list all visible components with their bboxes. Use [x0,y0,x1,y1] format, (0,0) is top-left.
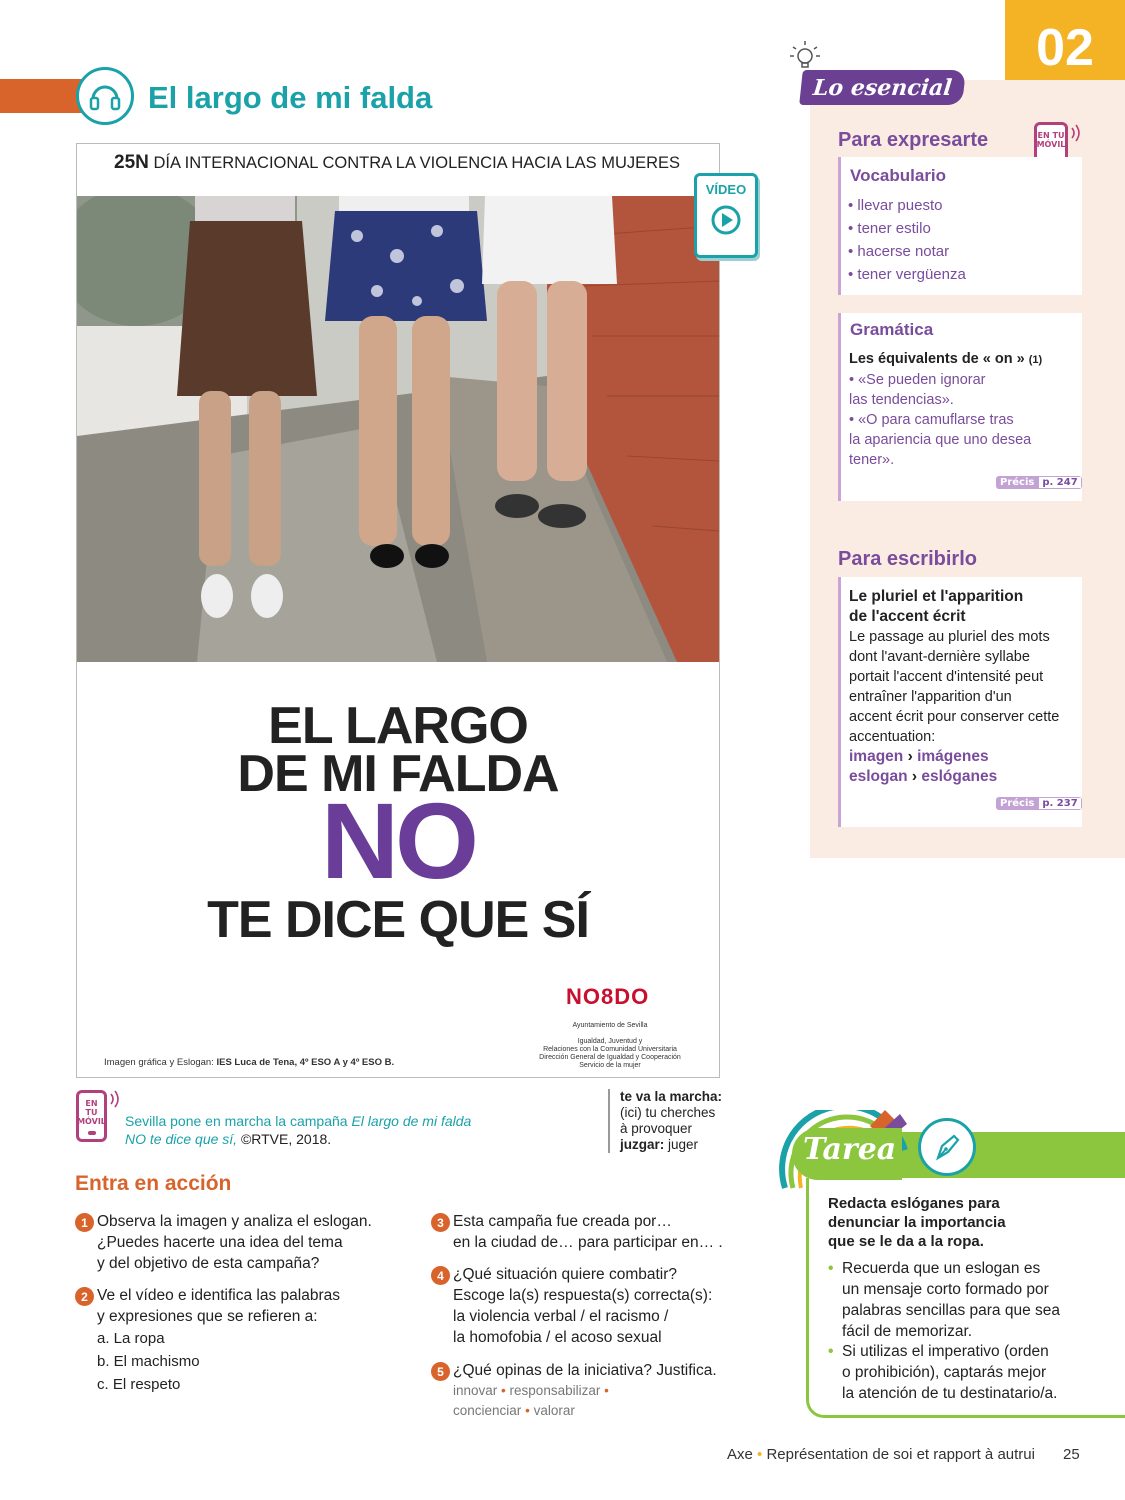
logo-dept-line: Servicio de la mujer [579,1062,641,1069]
tarea-intro [828,1194,1006,1251]
precis-link[interactable] [996,476,1082,489]
question-line: Ve el vídeo e identifica las palabras [97,1287,340,1304]
video-label: VÍDEO [705,182,747,197]
tarea-intro-line: denunciar la importancia [828,1214,1006,1231]
page-number: 25 [1063,1446,1080,1463]
tarea-intro-line: que se le da a la ropa. [828,1233,984,1250]
tarea-tip-line: fácil de memorizar. [842,1323,973,1340]
question-line: Esta campaña fue creada por… [453,1213,672,1230]
gramatica-ref: (1) [1028,354,1043,366]
precis-label: Précis [996,476,1038,489]
signal-waves-icon [109,1090,123,1108]
esencial-label: Lo esencial [811,74,954,101]
escribirlo-title: de l'accent écrit [849,608,966,625]
poster-photo [77,196,719,662]
poster-credit [104,1057,394,1068]
tarea-tip: • Si utilizas el imperativo (orden o prohibición), captarás mejor la atención de tu destinatario/a. [828,1343,1058,1402]
tarea-tip-line: Si utilizas el imperativo (orden [842,1343,1049,1360]
example-plural: eslóganes [921,768,998,785]
unit-number: 02 [1036,19,1094,77]
question-3 [453,1211,723,1253]
caption-source: ©RTVE, 2018. [237,1131,332,1147]
poster-date: 25N [114,152,149,173]
question-5: ¿Qué opinas de la iniciativa? Justifica. innovar • responsabilizar • concienciar • valorar [453,1362,717,1418]
glossary [608,1089,722,1153]
question-option: a. La ropa [97,1330,165,1347]
question-line: ¿Qué opinas de la iniciativa? Justifica. [453,1362,717,1379]
vocabulario-list [848,194,966,286]
caption-title: NO te dice que sí, [125,1131,238,1147]
phone-label-line2: MÓVIL [1036,140,1066,149]
page-title: El largo de mi falda [148,80,433,115]
logo-dept-line: Igualdad, Juventud y [577,1038,643,1045]
vocab-item: • llevar puesto [848,197,943,214]
escribirlo-body: accentuation: [849,729,936,745]
nodo-logo: NO8DO [566,984,650,1009]
question-line: en la ciudad de… para participar en… . [453,1234,723,1251]
tarea-intro-line: Redacta eslóganes para [828,1195,1000,1212]
vocab-item: • tener estilo [848,220,931,237]
hint-word: innovar [453,1383,498,1398]
question-4 [453,1264,712,1348]
slogan-line: EL LARGO [268,697,528,755]
escribirlo-body: entraîner l'apparition d'un [849,689,1012,705]
question-option: c. El respeto [97,1376,181,1393]
gramatica-example: tener». [849,452,895,468]
question-line: y del objetivo de esta campaña? [97,1255,320,1272]
caption-prefix: Sevilla pone en marcha la campaña [125,1113,352,1129]
poster-header-text: DÍA INTERNACIONAL CONTRA LA VIOLENCIA HACIA LAS MUJERES [153,154,681,172]
logo-dept-line: Dirección General de Igualdad y Cooperación [539,1054,681,1061]
escribirlo-content [849,587,1077,787]
footer-axe-label: Axe [727,1446,753,1463]
precis-page: p. 237 [1038,797,1081,810]
vocab-item: • hacerse notar [848,243,950,260]
example-plural: imágenes [917,748,989,765]
phone-label-line2: MÓVIL [77,1117,106,1126]
arrow-icon: › [911,768,918,785]
question-number: 3 [431,1213,450,1232]
example-singular: imagen [849,748,904,765]
question-2 [97,1285,340,1396]
video-button[interactable] [694,173,758,258]
gramatica-example: • «O para camuflarse tras [849,412,1014,428]
vocab-item: • tener vergüenza [848,266,966,283]
phone-label-line1: EN TU [1037,131,1065,140]
play-icon [710,204,742,236]
question-number: 5 [431,1362,450,1381]
footer-axe [727,1446,1035,1463]
question-line: la violencia verbal / el racismo / [453,1308,669,1325]
logo-department [520,1038,700,1070]
escribirlo-body: Le passage au pluriel des mots [849,629,1050,645]
gramatica-example: las tendencias». [849,392,954,408]
video-caption[interactable] [125,1112,471,1148]
precis-label: Précis [996,797,1038,810]
credit-school: IES Luca de Tena, 4º ESO A y 4º ESO B. [216,1057,395,1068]
question-number: 4 [431,1266,450,1285]
escribirlo-body: dont l'avant-dernière syllabe [849,649,1030,665]
tarea-tip-line: palabras sencillas para que sea [842,1302,1060,1319]
escribirlo-title: Le pluriel et l'apparition [849,588,1024,605]
hint-word: concienciar [453,1403,522,1418]
tarea-label: Tarea [803,1132,897,1167]
question-option: b. El machismo [97,1353,200,1370]
question-line: la homofobia / el acoso sexual [453,1329,662,1346]
mobile-app-icon[interactable] [76,1090,107,1142]
pen-nib-icon [918,1118,976,1176]
tarea-tip-line: o prohibición), captarás mejor [842,1364,1047,1381]
question-line: ¿Qué situación quiere combatir? [453,1266,678,1283]
glossary-definition: juger [664,1137,699,1152]
glossary-term: juzgar: [620,1137,665,1152]
example-singular: eslogan [849,768,908,785]
glossary-definition: (ici) tu cherches [620,1105,716,1120]
caption-title: El largo de mi falda [351,1113,472,1129]
precis-link[interactable] [996,797,1082,810]
vocabulario-title: Vocabulario [850,166,947,185]
headphones-icon[interactable] [76,67,134,125]
slogan-no: NO [321,780,475,901]
phone-label-line1: EN TU [85,1099,98,1117]
hint-word: responsabilizar [509,1383,601,1398]
escribirlo-body: accent écrit pour conserver cette [849,709,1060,725]
arrow-icon: › [907,748,913,765]
escribirlo-body: portait l'accent d'intensité peut [849,669,1044,685]
tarea-tip-line: Recuerda que un eslogan es [842,1260,1041,1277]
hint-word: valorar [533,1403,575,1418]
slogan-line: DE MI FALDA [237,745,559,803]
tarea-tip-line: la atención de tu destinatario/a. [842,1385,1058,1402]
glossary-term: te va la marcha: [620,1089,723,1104]
esencial-banner [799,70,966,105]
credit-prefix: Imagen gráfica y Eslogan: [104,1057,217,1068]
precis-page: p. 247 [1038,476,1081,489]
gramatica-example: la apariencia que uno desea [849,432,1032,448]
signal-waves-icon [1070,124,1084,142]
question-line: Observa la imagen y analiza el eslogan. [97,1213,372,1230]
slogan-line: TE DICE QUE SÍ [207,891,589,949]
question-line: Escoge la(s) respuesta(s) correcta(s): [453,1287,713,1304]
footer-bullet: • [757,1446,763,1463]
logo-dept-line: Relaciones con la Comunidad Universitaria [543,1046,677,1053]
gramatica-rule: Les équivalents de « on » [849,351,1025,367]
question-number: 2 [75,1287,94,1306]
gramatica-title: Gramática [850,320,934,339]
poster-header [114,152,680,174]
question-1 [97,1211,372,1274]
gramatica-example: • «Se pueden ignorar [849,372,986,388]
footer-axe-title: Représentation de soi et rapport à autrui [766,1446,1035,1463]
tarea-tip: • Recuerda que un eslogan es un mensaje corto formado por palabras sencillas para que sea fácil de memorizar. [828,1260,1060,1340]
logo-subtitle: Ayuntamiento de Sevilla [572,1022,648,1029]
accion-title: Entra en acción [75,1172,232,1195]
question-line: ¿Puedes hacerte una idea del tema [97,1234,343,1251]
question-line: y expresiones que se refieren a: [97,1308,318,1325]
glossary-definition: à provoquer [620,1121,693,1136]
tarea-tip-line: un mensaje corto formado por [842,1281,1049,1298]
escribirlo-heading: Para escribirlo [838,548,977,570]
expresarte-heading: Para expresarte [838,129,989,151]
question-number: 1 [75,1213,94,1232]
gramatica-content [849,349,1074,470]
